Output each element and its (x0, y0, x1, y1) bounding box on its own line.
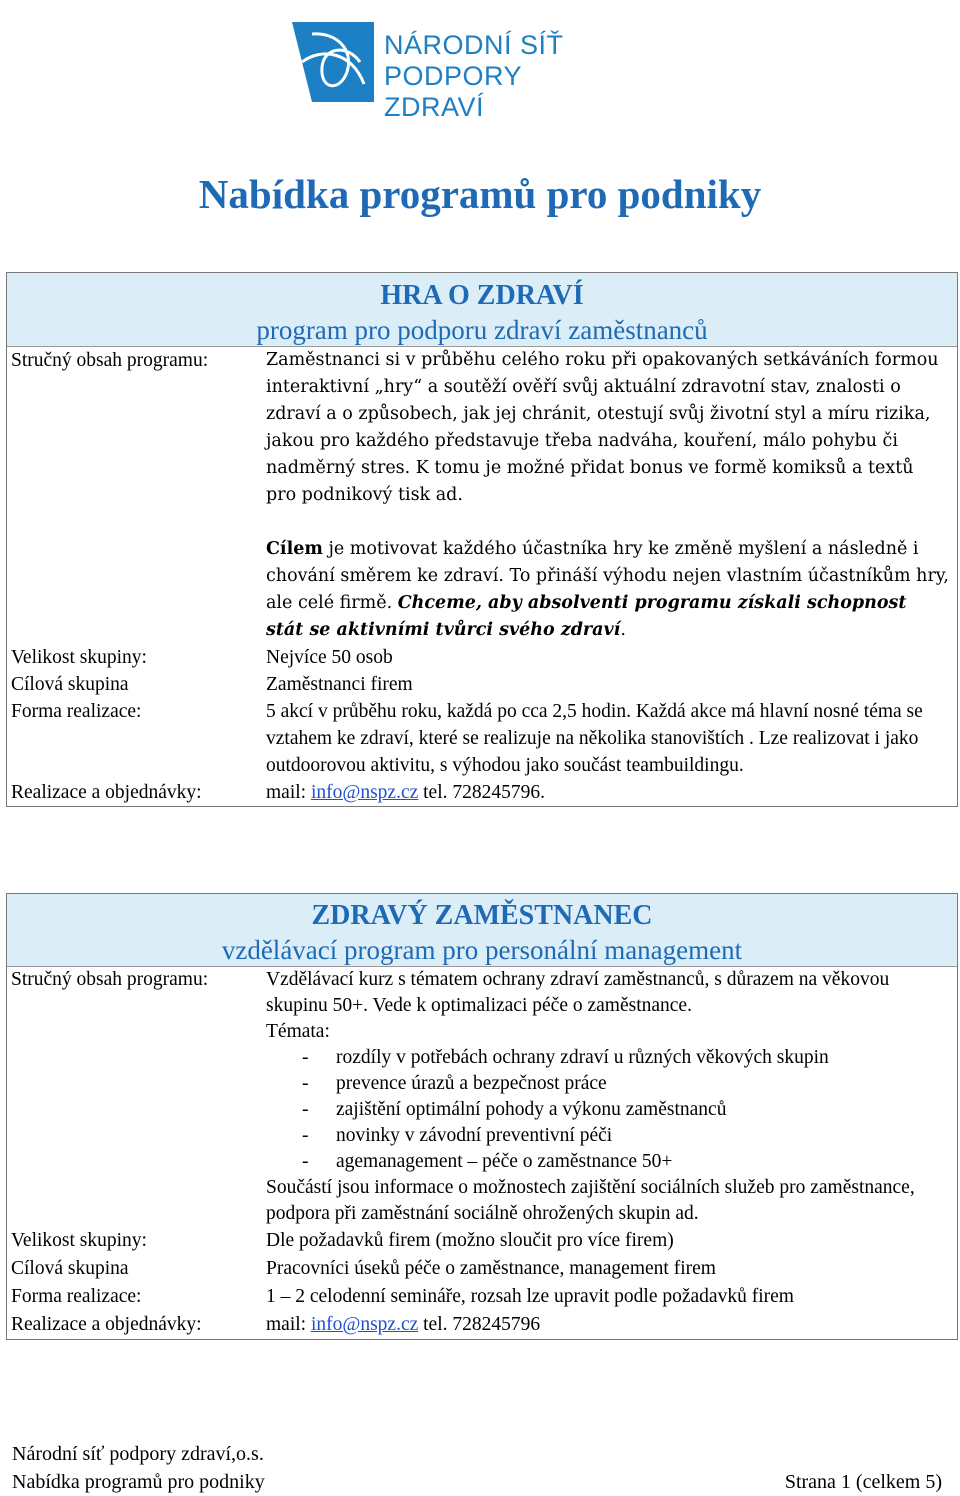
row-realizace (7, 779, 957, 806)
footer-page: Strana 1 (celkem 5) (784, 1471, 942, 1493)
label-forma: Forma realizace: (11, 701, 142, 722)
phone: tel. 728245796 (418, 1314, 541, 1335)
cil-end: . (620, 620, 626, 640)
value-realizace (266, 779, 957, 806)
row-realizace (7, 1311, 957, 1339)
list-item: - novinky v závodní preventivní péči (302, 1125, 613, 1146)
footer-org: Národní síť podpory zdraví,o.s. (12, 1443, 264, 1465)
cil-paragraph (266, 536, 949, 644)
obsah-text: Zaměstnanci si v průběhu celého roku při opakovaných setkáváních formou interaktivní „hry“ a soutěží ověří svůj aktuální zdravotní stav, znalosti o zdraví a o způsobech, jak jej chránit, otestují svůj životní styl a míru rizika, jakou pro každého představuje třeba nadváha, kouření, málo pohybu či nadměrný stres. K tomu je možné přidat bonus ve formě komiksů a textů pro podnikový tisk ad. (266, 350, 939, 505)
page-title: Nabídka programů pro podniky (198, 171, 762, 217)
label-velikost: Velikost skupiny: (11, 647, 147, 668)
email-link[interactable]: info@nspz.cz (310, 782, 419, 803)
value-forma: 1 – 2 celodenní semináře, rozsah lze upravit podle požadavků firem (266, 1286, 794, 1307)
label-velikost: Velikost skupiny: (11, 1230, 147, 1251)
value-cilova: Zaměstnanci firem (266, 674, 413, 695)
label-realizace: Realizace a objednávky: (11, 782, 202, 803)
list-item: - zajištění optimální pohody a výkonu zaměstnanců (302, 1099, 727, 1120)
value-forma: 5 akcí v průběhu roku, každá po cca 2,5 hodin. Každá akce má hlavní nosné téma se vztahem ke zdraví, které se realizuje na několika stanovištích . Lze realizovat i jako outdoorovou aktivitu, s výhodou jako součást teambuildingu. (266, 701, 923, 776)
email-link[interactable]: info@nspz.cz (310, 1314, 419, 1335)
label-obsah: Stručný obsah programu: (11, 350, 209, 371)
soucasti-text: Součástí jsou informace o možnostech zajištění sociálních služeb pro zaměstnance, podpora při zaměstnání sociálně ohrožených skupin ad. (266, 1177, 915, 1224)
value-obsah (266, 967, 957, 1227)
label-obsah: Stručný obsah programu: (11, 969, 209, 990)
row-velikost (7, 1227, 957, 1255)
list-item: - rozdíly v potřebách ochrany zdraví u různých věkových skupin (302, 1047, 829, 1068)
logo (292, 22, 622, 122)
row-cilova (7, 671, 957, 698)
program-subtitle: program pro podporu zdraví zaměstnanců (256, 315, 708, 345)
label-forma: Forma realizace: (11, 1286, 142, 1307)
program-title: ZDRAVÝ ZAMĚSTNANEC (311, 900, 653, 931)
program-header (7, 894, 957, 967)
cil-bold: Cílem (266, 539, 323, 559)
value-velikost: Dle požadavků firem (možno sloučit pro více firem) (266, 1230, 674, 1251)
page-footer (12, 1440, 942, 1496)
value-velikost: Nejvíce 50 osob (266, 647, 393, 668)
cil-emphasis: Chceme, aby absolventi programu získali schopnost stát se aktivními tvůrci svého zdraví (266, 593, 907, 640)
cil-text: je motivovat každého účastníka hry ke změně myšlení a následně i chování směrem ke zdraví. To přináší výhodu nejen vlastním účastníkům hry, ale celé firmě. (266, 539, 949, 613)
label-realizace: Realizace a objednávky: (11, 1314, 202, 1335)
obsah-text: Vzdělávací kurz s tématem ochrany zdraví zaměstnanců, s důrazem na věkovou skupinu 50+. Vede k optimalizaci péče o zaměstnance. (266, 969, 890, 1016)
row-obsah (7, 967, 957, 1227)
logo-line-1: NÁRODNÍ SÍŤ (384, 30, 564, 60)
program-subtitle: vzdělávací program pro personální management (221, 935, 743, 965)
value-realizace (266, 1311, 957, 1339)
row-obsah (7, 347, 957, 644)
list-item: - prevence úrazů a bezpečnost práce (302, 1073, 607, 1094)
label-cilova: Cílová skupina (11, 1258, 129, 1279)
row-forma (7, 1283, 957, 1311)
row-cilova (7, 1255, 957, 1283)
program-hra-o-zdravi (6, 272, 958, 807)
footer-doc: Nabídka programů pro podniky (12, 1471, 265, 1493)
value-cilova: Pracovníci úseků péče o zaměstnance, management firem (266, 1258, 716, 1279)
logo-line-2: PODPORY ZDRAVÍ (384, 61, 522, 122)
mail-prefix: mail: (266, 1314, 311, 1335)
temata-label: Témata: (266, 1021, 330, 1042)
row-velikost (7, 644, 957, 671)
temata-list (266, 1045, 949, 1175)
mail-prefix: mail: (266, 782, 311, 803)
row-forma (7, 698, 957, 779)
program-header (7, 273, 957, 347)
nspz-logo-icon (292, 22, 374, 102)
phone: tel. 728245796. (418, 782, 546, 803)
value-obsah (266, 347, 957, 644)
program-title: HRA O ZDRAVÍ (380, 280, 584, 311)
list-item: - agemanagement – péče o zaměstnance 50+ (302, 1151, 673, 1172)
label-cilova: Cílová skupina (11, 674, 129, 695)
program-zdravy-zamestnanec (6, 893, 958, 1340)
